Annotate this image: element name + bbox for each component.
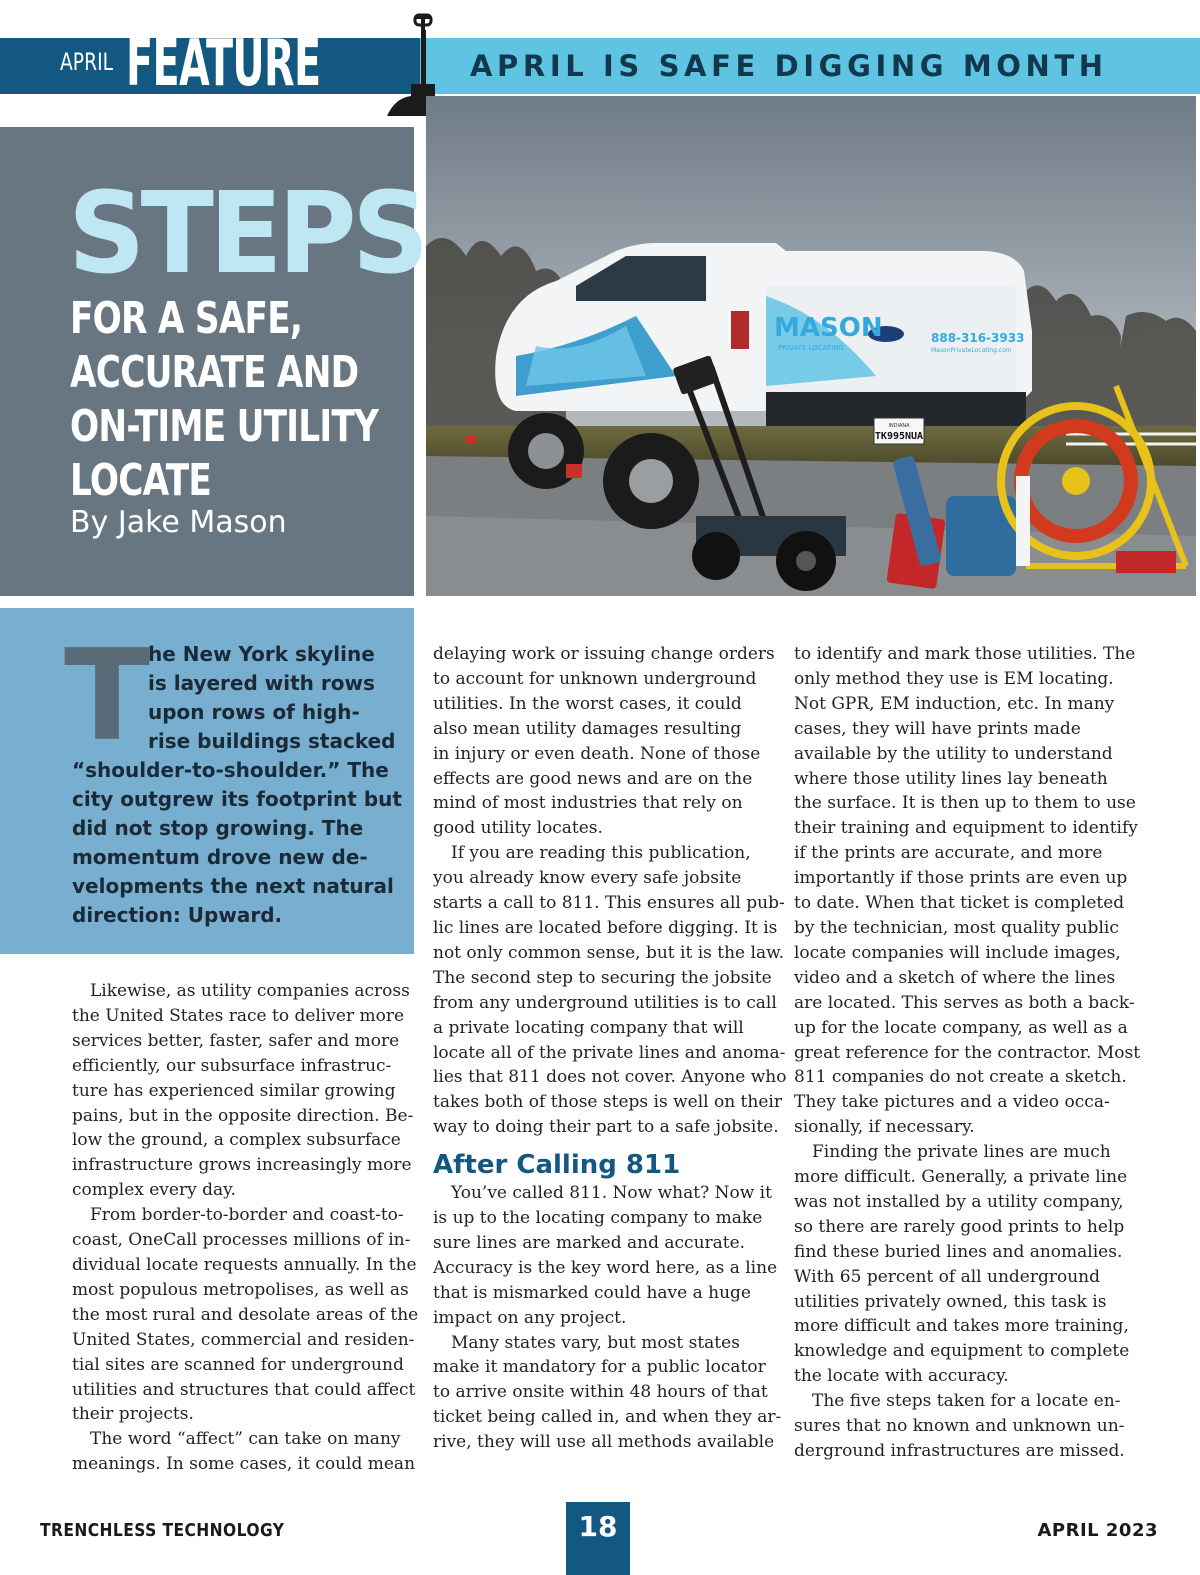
headline-main: STEPS — [68, 169, 425, 299]
truck-web: MasonPrivateLocating.com — [931, 347, 1012, 354]
intro-line: momentum drove new de- — [72, 845, 368, 869]
text-line: Many states vary, but most states — [451, 1332, 740, 1353]
text-line: utilities privately owned, this task is — [794, 1291, 1107, 1312]
byline: By Jake Mason — [70, 505, 287, 540]
text-line: to identify and mark those utilities. The — [794, 644, 1136, 664]
publication-name: TRENCHLESS TECHNOLOGY — [40, 1520, 285, 1541]
text-line: from any underground utilities is to call — [433, 992, 777, 1013]
text-line: lic lines are located before digging. It is — [433, 917, 778, 938]
text-line: pains, but in the opposite direction. Be- — [72, 1105, 414, 1126]
truck-phone: 888-316-3933 — [931, 331, 1025, 345]
truck-brand-sub: PRIVATE LOCATING — [778, 344, 844, 352]
text-line: where those utility lines lay beneath — [794, 768, 1108, 789]
text-line: derground infrastructures are missed. — [794, 1441, 1125, 1461]
text-line: utilities and structures that could affect — [72, 1379, 416, 1400]
text-line: sure lines are marked and accurate. — [433, 1232, 746, 1253]
text-line: ticket being called in, and when they ar- — [433, 1407, 782, 1428]
text-line: sures that no known and unknown un- — [794, 1416, 1125, 1437]
intro-line: upon rows of high- — [148, 700, 360, 724]
text-line: is up to the locating company to make — [433, 1208, 763, 1229]
text-line: most populous metropolises, as well as — [72, 1279, 409, 1300]
intro-line: velopments the next natural — [72, 874, 394, 898]
text-line: the locate with accuracy. — [794, 1366, 1009, 1387]
text-line: in injury or even death. None of those — [433, 743, 761, 764]
text-line: ture has experienced similar growing — [72, 1080, 396, 1101]
text-line: mind of most industries that rely on — [433, 793, 743, 814]
headline-subtitle — [70, 292, 398, 508]
text-line: With 65 percent of all underground — [794, 1266, 1100, 1287]
text-line: if the prints are accurate, and more — [794, 843, 1103, 864]
intro-paragraph — [72, 640, 402, 930]
text-line: utilities. In the worst cases, it could — [433, 693, 742, 714]
intro-line: rise buildings stacked — [148, 729, 396, 753]
text-line: was not installed by a utility company, — [794, 1191, 1124, 1212]
text-line: to account for unknown underground — [433, 668, 757, 689]
text-line: tial sites are scanned for underground — [72, 1354, 404, 1375]
text-line: find these buried lines and anomalies. — [794, 1241, 1123, 1262]
text-line: The word “affect” can take on many — [90, 1429, 401, 1450]
text-line: a private locating company that will — [433, 1017, 744, 1038]
text-line: delaying work or issuing change orders — [433, 644, 775, 664]
issue-date: APRIL 2023 — [1037, 1520, 1158, 1541]
intro-line: is layered with rows — [148, 671, 375, 695]
text-line: They take pictures and a video occa- — [794, 1092, 1110, 1113]
text-line: by the technician, most quality public — [794, 917, 1119, 938]
text-line: infrastructure grows increasingly more — [72, 1155, 412, 1176]
text-line: the surface. It is then up to them to use — [794, 793, 1136, 814]
text-line: Accuracy is the key word here, as a line — [433, 1257, 778, 1278]
text-line: effects are good news and are on the — [433, 768, 753, 789]
text-line: dividual locate requests annually. In the — [72, 1254, 417, 1275]
text-line: video and a sketch of where the lines — [794, 967, 1116, 988]
text-line: more difficult. Generally, a private line — [794, 1167, 1128, 1188]
header-banner-text: APRIL IS SAFE DIGGING MONTH — [470, 49, 1108, 83]
section-title: FEATURE — [126, 27, 321, 101]
text-line: The second step to securing the jobsite — [433, 967, 772, 988]
text-line: up for the locate company, as well as a — [794, 1017, 1128, 1038]
text-line: low the ground, a complex subsurface — [72, 1130, 401, 1151]
text-line: good utility locates. — [433, 818, 603, 839]
text-line: the most rural and desolate areas of the — [72, 1304, 419, 1325]
text-line: great reference for the contractor. Most — [794, 1042, 1141, 1063]
text-line: Likewise, as utility companies across — [90, 981, 410, 1001]
text-line: meanings. In some cases, it could mean — [72, 1454, 416, 1475]
text-line: that is mismarked could have a huge — [433, 1282, 751, 1303]
text-line: to date. When that ticket is completed — [794, 893, 1125, 914]
text-line: impact on any project. — [433, 1307, 627, 1328]
text-line: to arrive onsite within 48 hours of that — [433, 1382, 768, 1403]
text-line: you already know every safe jobsite — [433, 868, 742, 889]
body-column-2 — [433, 642, 787, 1455]
plate-number: TK995NUA — [874, 431, 924, 442]
text-line: From border-to-border and coast-to- — [90, 1205, 404, 1226]
text-line: their training and equipment to identify — [794, 818, 1138, 839]
text-line: 811 companies do not create a sketch. — [794, 1067, 1127, 1088]
text-line: the United States race to deliver more — [72, 1005, 405, 1026]
text-line: complex every day. — [72, 1180, 236, 1201]
text-line: locate all of the private lines and anoma- — [433, 1042, 786, 1063]
subtitle-line: ON-TIME UTILITY — [70, 401, 379, 452]
text-line: Finding the private lines are much — [812, 1142, 1111, 1163]
text-line: sionally, if necessary. — [794, 1117, 975, 1138]
text-line: so there are rarely good prints to help — [794, 1216, 1125, 1237]
text-line: efficiently, our subsurface infrastruc- — [72, 1055, 392, 1076]
text-line: cases, they will have prints made — [794, 718, 1081, 739]
text-line: knowledge and equipment to complete — [794, 1341, 1130, 1362]
page-number: 18 — [578, 1510, 618, 1543]
text-line: locate companies will include images, — [794, 942, 1121, 963]
text-line: way to doing their part to a safe jobsite. — [433, 1117, 779, 1138]
text-line: coast, OneCall processes millions of in- — [72, 1230, 411, 1251]
text-line: United States, commercial and residen- — [72, 1329, 415, 1350]
text-line: services better, faster, safer and more — [72, 1030, 400, 1051]
body-column-1 — [72, 979, 419, 1477]
text-line: also mean utility damages resulting — [433, 718, 742, 739]
text-line: not only common sense, but it is the law. — [433, 942, 785, 963]
truck-photo — [426, 96, 1196, 596]
text-line: are located. This serves as both a back- — [794, 992, 1135, 1013]
text-line: importantly if those prints are even up — [794, 868, 1128, 889]
text-line: You’ve called 811. Now what? Now it — [451, 1183, 772, 1204]
drop-cap: T — [64, 622, 150, 769]
plate-state: INDIANA — [888, 423, 910, 429]
text-line: only method they use is EM locating. — [794, 668, 1114, 689]
text-line: Not GPR, EM induction, etc. In many — [794, 693, 1115, 714]
subtitle-line: ACCURATE AND — [70, 347, 359, 398]
intro-line: direction: Upward. — [72, 903, 283, 927]
section-label: APRIL — [60, 48, 114, 76]
section-heading: After Calling 811 — [433, 1150, 681, 1181]
text-line: their projects. — [72, 1404, 194, 1425]
intro-line: city outgrew its footprint but — [72, 787, 402, 811]
text-line: takes both of those steps is well on their — [433, 1092, 782, 1113]
text-line: lies that 811 does not cover. Anyone who — [433, 1067, 787, 1088]
text-line: available by the utility to understand — [794, 743, 1113, 764]
text-line: make it mandatory for a public locator — [433, 1357, 766, 1378]
body-column-3 — [794, 642, 1141, 1464]
text-line: The five steps taken for a locate en- — [812, 1391, 1121, 1412]
intro-line: he New York skyline — [148, 642, 375, 666]
text-line: more difficult and takes more training, — [794, 1316, 1129, 1337]
text-line: rive, they will use all methods available — [433, 1432, 775, 1453]
truck-brand: MASON — [774, 313, 883, 343]
subtitle-line: LOCATE — [70, 455, 212, 506]
subtitle-line: FOR A SAFE, — [70, 293, 303, 344]
intro-line: did not stop growing. The — [72, 816, 364, 840]
text-line: starts a call to 811. This ensures all pub- — [433, 893, 785, 914]
intro-line: “shoulder-to-shoulder.” The — [72, 758, 389, 782]
text-line: If you are reading this publication, — [451, 843, 751, 864]
